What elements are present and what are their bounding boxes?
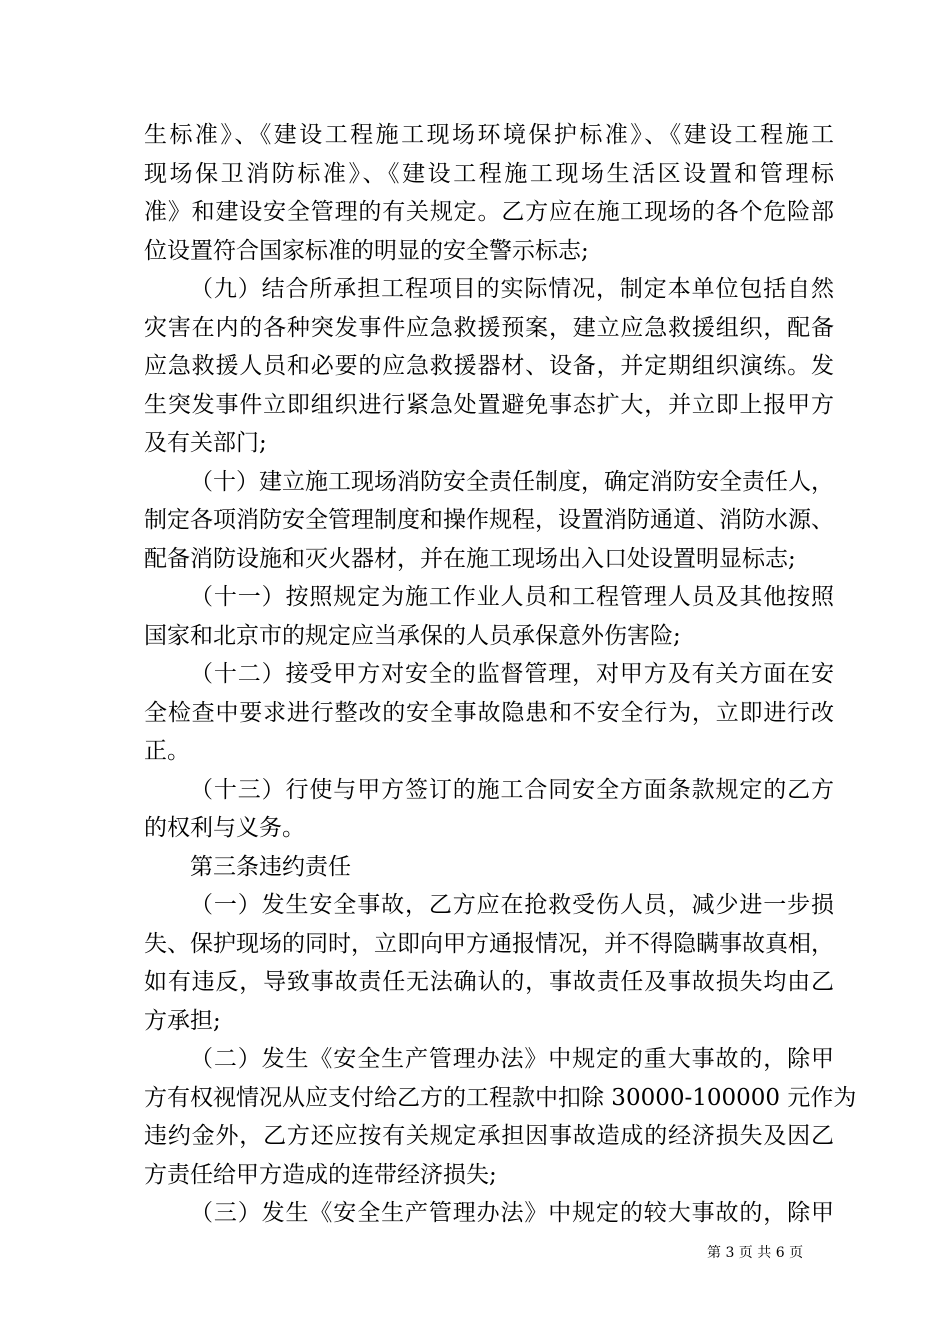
text-line: 违约金外，乙方还应按有关规定承担因事故造成的经济损失及因乙 [144, 1123, 834, 1149]
text-line: 国家和北京市的规定应当承保的人员承保意外伤害险; [144, 622, 681, 649]
text-line: （十一）按照规定为施工作业人员和工程管理人员及其他按照 [190, 584, 834, 610]
text-line: 位设置符合国家标准的明显的安全警示标志; [144, 237, 589, 264]
text-line: 应急救援人员和必要的应急救援器材、设备，并定期组织演练。发 [144, 353, 834, 379]
text-line: 生突发事件立即组织进行紧急处置避免事态扩大，并立即上报甲方 [144, 391, 834, 418]
text-line: 全检查中要求进行整改的安全事故隐患和不安全行为，立即进行改 [144, 699, 834, 726]
text-line: 正。 [144, 738, 190, 764]
text-line: （二）发生《安全生产管理办法》中规定的重大事故的，除甲 [190, 1046, 834, 1072]
text-line: （十二）接受甲方对安全的监督管理，对甲方及有关方面在安 [190, 661, 834, 687]
text-line: （十）建立施工现场消防安全责任制度，确定消防安全责任人， [190, 468, 834, 495]
text-line: （九）结合所承担工程项目的实际情况，制定本单位包括自然 [190, 276, 834, 302]
text-line: 准》和建设安全管理的有关规定。乙方应在施工现场的各个危险部 [144, 199, 834, 225]
text-line: （三）发生《安全生产管理办法》中规定的较大事故的，除甲 [190, 1200, 834, 1226]
text-line: 制定各项消防安全管理制度和操作规程，设置消防通道、消防水源、 [144, 507, 834, 533]
page-footer: 第 3 页 共 6 页 [707, 1245, 804, 1261]
text-line: 方责任给甲方造成的连带经济损失; [144, 1161, 497, 1188]
text-line: 失、保护现场的同时，立即向甲方通报情况，并不得隐瞒事故真相， [144, 930, 834, 957]
text-line: （一）发生安全事故，乙方应在抢救受伤人员，减少进一步损 [190, 892, 834, 918]
text-line: 的权利与义务。 [144, 815, 305, 841]
text-line: 现场保卫消防标准》、《建设工程施工现场生活区设置和管理标 [144, 160, 834, 187]
text-line: 方承担; [144, 1007, 221, 1034]
text-line: 如有违反，导致事故责任无法确认的，事故责任及事故损失均由乙 [144, 969, 834, 995]
body-text [144, 116, 857, 1233]
text-line: 及有关部门; [144, 430, 267, 456]
text-line: 第三条违约责任 [190, 853, 351, 880]
text-line: 生标准》、《建设工程施工现场环境保护标准》、《建设工程施工 [144, 122, 834, 148]
text-line: 灾害在内的各种突发事件应急救援预案，建立应急救援组织，配备 [144, 314, 834, 341]
text-line: （十三）行使与甲方签订的施工合同安全方面条款规定的乙方 [190, 776, 834, 803]
text-line: 配备消防设施和灭火器材，并在施工现场出入口处设置明显标志; [144, 545, 796, 572]
text-line: 方有权视情况从应支付给乙方的工程款中扣除 30000-100000 元作为 [144, 1084, 857, 1111]
